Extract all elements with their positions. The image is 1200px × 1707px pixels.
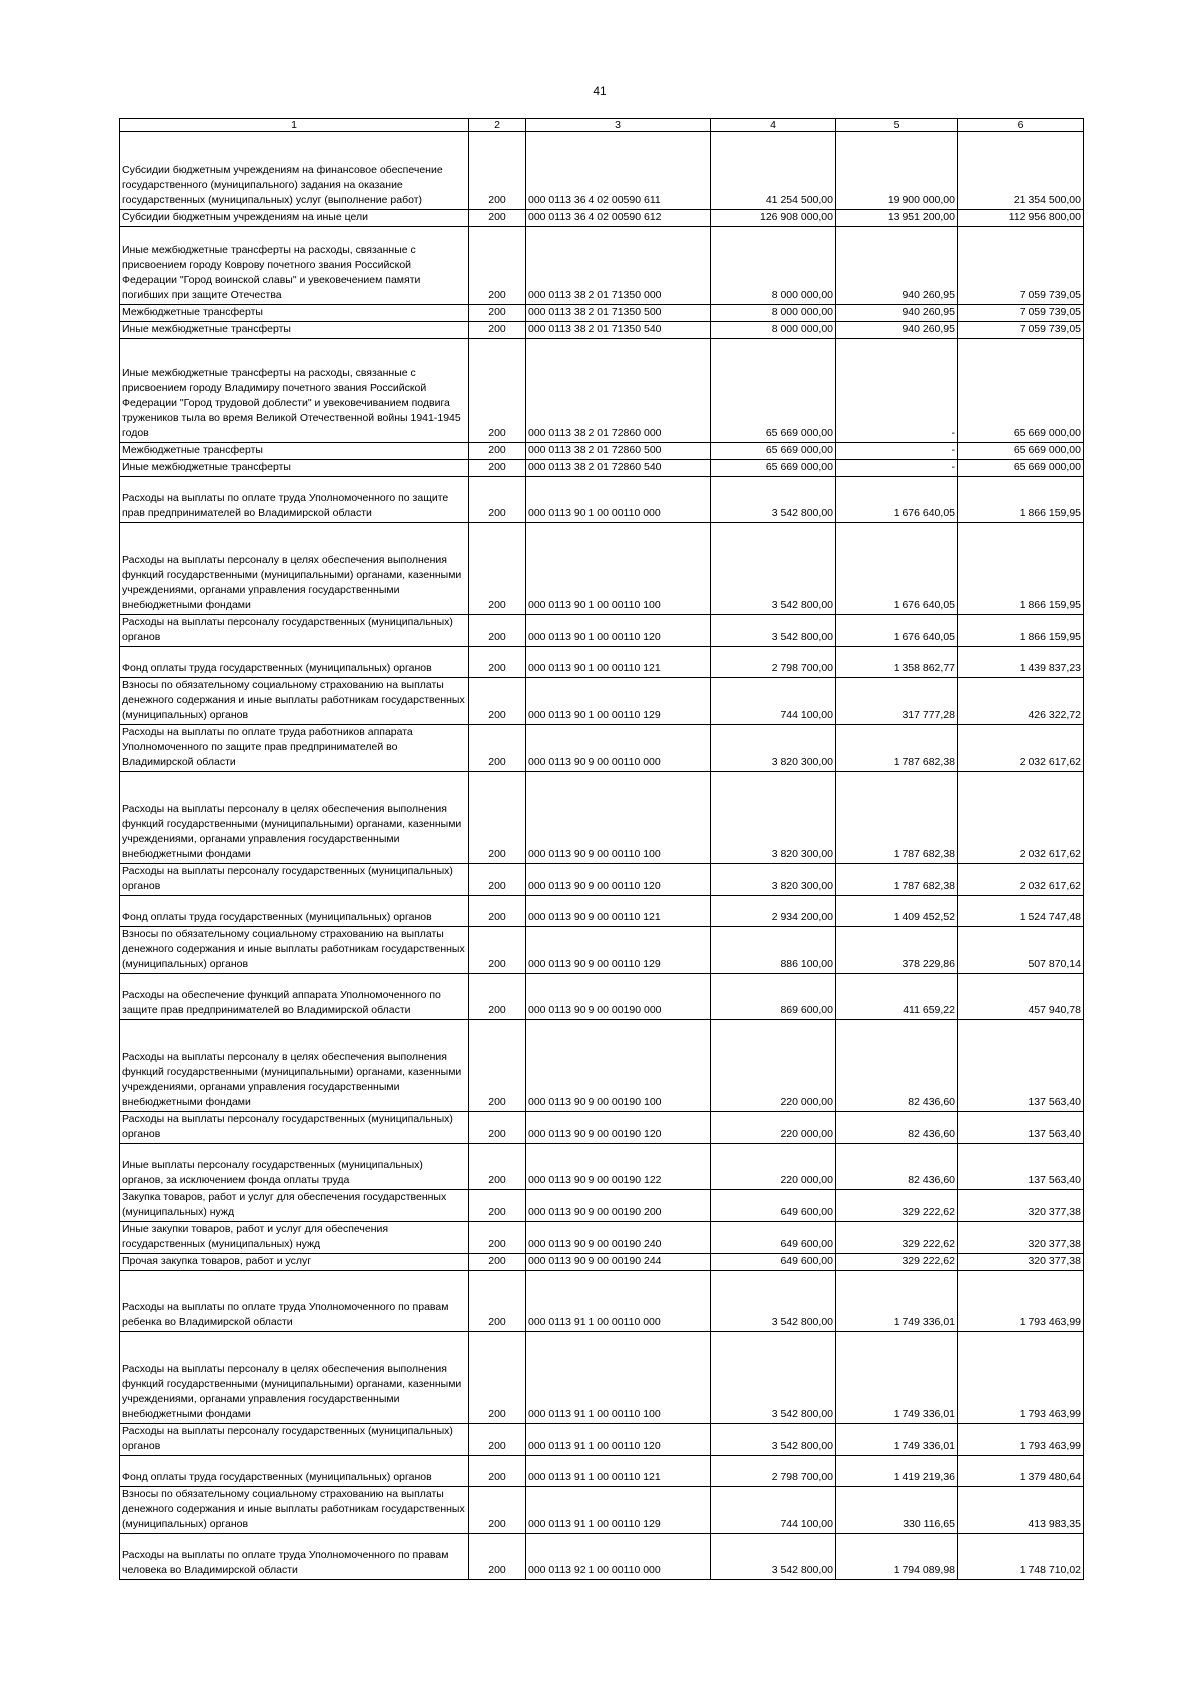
row-col6-value: 7 059 739,05 [958, 305, 1084, 322]
row-name: Фонд оплаты труда государственных (муниципальных) органов [120, 896, 469, 927]
row-col4-value: 744 100,00 [711, 678, 836, 725]
page-number: 41 [593, 84, 607, 98]
row-col5-value: 1 787 682,38 [836, 772, 958, 864]
row-admin-code: 200 [469, 927, 526, 974]
row-col6-value: 320 377,38 [958, 1222, 1084, 1254]
row-col5-value: 1 787 682,38 [836, 725, 958, 772]
row-name: Расходы на выплаты по оплате труда Уполномоченного по правам человека во Владимирской области [120, 1534, 469, 1580]
row-budget-code: 000 0113 91 1 00 00110 000 [526, 1271, 711, 1332]
row-admin-code: 200 [469, 1271, 526, 1332]
row-budget-code: 000 0113 90 9 00 00190 122 [526, 1144, 711, 1190]
row-col5-value: 940 260,95 [836, 305, 958, 322]
row-admin-code: 200 [469, 132, 526, 210]
row-col4-value: 649 600,00 [711, 1190, 836, 1222]
row-admin-code: 200 [469, 210, 526, 227]
row-budget-code: 000 0113 90 9 00 00190 120 [526, 1112, 711, 1144]
row-col6-value: 7 059 739,05 [958, 227, 1084, 305]
header-col-3: 3 [526, 119, 711, 132]
header-col-4: 4 [711, 119, 836, 132]
budget-table [119, 118, 1084, 1580]
row-admin-code: 200 [469, 1424, 526, 1456]
row-col6-value: 112 956 800,00 [958, 210, 1084, 227]
row-budget-code: 000 0113 90 1 00 00110 129 [526, 678, 711, 725]
row-budget-code: 000 0113 90 1 00 00110 100 [526, 523, 711, 615]
row-name: Расходы на выплаты по оплате труда Уполномоченного по защите прав предпринимателей во Владимирской области [120, 477, 469, 523]
row-col6-value: 137 563,40 [958, 1144, 1084, 1190]
row-name: Прочая закупка товаров, работ и услуг [120, 1254, 469, 1271]
row-col4-value: 886 100,00 [711, 927, 836, 974]
row-col4-value: 3 820 300,00 [711, 725, 836, 772]
row-col5-value: 1 749 336,01 [836, 1424, 958, 1456]
row-col6-value: 7 059 739,05 [958, 322, 1084, 339]
row-name: Иные межбюджетные трансферты на расходы, связанные с присвоением городу Владимиру почетного звания Российской Федерации "Город трудовой доблести" и увековечиванием подвига тружеников тыла во время Великой Отечественной войны 1941-1945 годов [120, 339, 469, 443]
row-budget-code: 000 0113 90 9 00 00110 120 [526, 864, 711, 896]
row-col5-value: 329 222,62 [836, 1254, 958, 1271]
row-col6-value: 1 793 463,99 [958, 1332, 1084, 1424]
row-col4-value: 3 542 800,00 [711, 1534, 836, 1580]
row-col5-value: 82 436,60 [836, 1112, 958, 1144]
header-col-2: 2 [469, 119, 526, 132]
row-budget-code: 000 0113 90 9 00 00190 240 [526, 1222, 711, 1254]
row-col5-value: 1 419 219,36 [836, 1456, 958, 1487]
row-col4-value: 3 542 800,00 [711, 1332, 836, 1424]
row-col4-value: 3 820 300,00 [711, 772, 836, 864]
row-col6-value: 65 669 000,00 [958, 339, 1084, 443]
row-name: Взносы по обязательному социальному страхованию на выплаты денежного содержания и иные выплаты работникам государственных (муниципальных) органов [120, 1487, 469, 1534]
row-col6-value: 413 983,35 [958, 1487, 1084, 1534]
row-admin-code: 200 [469, 1254, 526, 1271]
row-budget-code: 000 0113 90 9 00 00190 244 [526, 1254, 711, 1271]
row-col5-value: 1 787 682,38 [836, 864, 958, 896]
row-col5-value: 1 358 862,77 [836, 647, 958, 678]
row-col4-value: 3 820 300,00 [711, 864, 836, 896]
row-col5-value: 378 229,86 [836, 927, 958, 974]
row-name: Иные закупки товаров, работ и услуг для обеспечения государственных (муниципальных) нужд [120, 1222, 469, 1254]
header-col-6: 6 [958, 119, 1084, 132]
table-row [120, 1456, 1084, 1487]
row-budget-code: 000 0113 92 1 00 00110 000 [526, 1534, 711, 1580]
row-col4-value: 2 934 200,00 [711, 896, 836, 927]
row-admin-code: 200 [469, 1190, 526, 1222]
table-row [120, 1222, 1084, 1254]
row-admin-code: 200 [469, 460, 526, 477]
table-row [120, 1424, 1084, 1456]
row-col4-value: 65 669 000,00 [711, 443, 836, 460]
row-name: Закупка товаров, работ и услуг для обеспечения государственных (муниципальных) нужд [120, 1190, 469, 1222]
table-row [120, 864, 1084, 896]
row-name: Иные межбюджетные трансферты [120, 322, 469, 339]
row-col6-value: 507 870,14 [958, 927, 1084, 974]
row-name: Фонд оплаты труда государственных (муниципальных) органов [120, 647, 469, 678]
row-col5-value: 411 659,22 [836, 974, 958, 1020]
row-name: Расходы на выплаты персоналу государственных (муниципальных) органов [120, 1424, 469, 1456]
table-row [120, 647, 1084, 678]
row-admin-code: 200 [469, 322, 526, 339]
row-admin-code: 200 [469, 1456, 526, 1487]
row-admin-code: 200 [469, 477, 526, 523]
row-col4-value: 649 600,00 [711, 1254, 836, 1271]
row-admin-code: 200 [469, 896, 526, 927]
row-budget-code: 000 0113 36 4 02 00590 611 [526, 132, 711, 210]
row-col6-value: 21 354 500,00 [958, 132, 1084, 210]
row-admin-code: 200 [469, 339, 526, 443]
row-budget-code: 000 0113 90 1 00 00110 000 [526, 477, 711, 523]
row-col5-value: 940 260,95 [836, 322, 958, 339]
table-row [120, 772, 1084, 864]
row-admin-code: 200 [469, 1222, 526, 1254]
table-row [120, 210, 1084, 227]
row-budget-code: 000 0113 38 2 01 71350 500 [526, 305, 711, 322]
table-row [120, 523, 1084, 615]
row-col6-value: 320 377,38 [958, 1190, 1084, 1222]
row-col4-value: 3 542 800,00 [711, 615, 836, 647]
row-col4-value: 65 669 000,00 [711, 339, 836, 443]
row-name: Фонд оплаты труда государственных (муниципальных) органов [120, 1456, 469, 1487]
row-name: Расходы на выплаты персоналу в целях обеспечения выполнения функций государственными (муниципальными) органами, казенными учреждениями, органами управления государственными внебюджетными фондами [120, 1020, 469, 1112]
table-row [120, 1332, 1084, 1424]
row-col4-value: 3 542 800,00 [711, 523, 836, 615]
row-col5-value: 1 749 336,01 [836, 1271, 958, 1332]
row-col4-value: 220 000,00 [711, 1112, 836, 1144]
row-admin-code: 200 [469, 864, 526, 896]
row-col4-value: 2 798 700,00 [711, 1456, 836, 1487]
row-budget-code: 000 0113 90 9 00 00190 100 [526, 1020, 711, 1112]
row-name: Межбюджетные трансферты [120, 443, 469, 460]
table-row [120, 227, 1084, 305]
row-col5-value: 330 116,65 [836, 1487, 958, 1534]
row-admin-code: 200 [469, 974, 526, 1020]
row-admin-code: 200 [469, 227, 526, 305]
row-col6-value: 1 866 159,95 [958, 615, 1084, 647]
row-admin-code: 200 [469, 772, 526, 864]
row-col6-value: 1 379 480,64 [958, 1456, 1084, 1487]
table-row [120, 477, 1084, 523]
table-row [120, 1534, 1084, 1580]
row-col5-value: 13 951 200,00 [836, 210, 958, 227]
row-col4-value: 8 000 000,00 [711, 227, 836, 305]
row-admin-code: 200 [469, 523, 526, 615]
row-col6-value: 1 439 837,23 [958, 647, 1084, 678]
table-row [120, 132, 1084, 210]
row-col6-value: 1 866 159,95 [958, 523, 1084, 615]
row-col4-value: 126 908 000,00 [711, 210, 836, 227]
table-row [120, 1271, 1084, 1332]
row-col6-value: 426 322,72 [958, 678, 1084, 725]
row-col5-value: - [836, 339, 958, 443]
row-col4-value: 8 000 000,00 [711, 322, 836, 339]
row-col5-value: 82 436,60 [836, 1144, 958, 1190]
row-name: Иные межбюджетные трансферты на расходы, связанные с присвоением городу Коврову почетного звания Российской Федерации "Город воинской славы" и увековечением памяти погибших при защите Отечества [120, 227, 469, 305]
row-col5-value: 19 900 000,00 [836, 132, 958, 210]
row-col5-value: 329 222,62 [836, 1222, 958, 1254]
row-col6-value: 137 563,40 [958, 1112, 1084, 1144]
row-name: Расходы на выплаты по оплате труда работников аппарата Уполномоченного по защите прав предпринимателей во Владимирской области [120, 725, 469, 772]
row-name: Взносы по обязательному социальному страхованию на выплаты денежного содержания и иные выплаты работникам государственных (муниципальных) органов [120, 678, 469, 725]
row-col6-value: 2 032 617,62 [958, 864, 1084, 896]
row-budget-code: 000 0113 38 2 01 71350 000 [526, 227, 711, 305]
header-col-5: 5 [836, 119, 958, 132]
row-name: Субсидии бюджетным учреждениям на финансовое обеспечение государственного (муниципального) задания на оказание государственных (муниципальных) услуг (выполнение работ) [120, 132, 469, 210]
row-col4-value: 869 600,00 [711, 974, 836, 1020]
table-row [120, 460, 1084, 477]
row-admin-code: 200 [469, 678, 526, 725]
row-col6-value: 2 032 617,62 [958, 772, 1084, 864]
row-col4-value: 65 669 000,00 [711, 460, 836, 477]
row-col4-value: 220 000,00 [711, 1020, 836, 1112]
row-col4-value: 2 798 700,00 [711, 647, 836, 678]
row-col5-value: 1 676 640,05 [836, 523, 958, 615]
row-col6-value: 457 940,78 [958, 974, 1084, 1020]
table-row [120, 896, 1084, 927]
row-budget-code: 000 0113 91 1 00 00110 100 [526, 1332, 711, 1424]
row-admin-code: 200 [469, 443, 526, 460]
row-budget-code: 000 0113 90 1 00 00110 121 [526, 647, 711, 678]
table-row [120, 1020, 1084, 1112]
row-budget-code: 000 0113 90 9 00 00190 200 [526, 1190, 711, 1222]
row-name: Расходы на выплаты персоналу государственных (муниципальных) органов [120, 864, 469, 896]
row-col6-value: 320 377,38 [958, 1254, 1084, 1271]
row-col6-value: 65 669 000,00 [958, 443, 1084, 460]
row-budget-code: 000 0113 90 9 00 00110 121 [526, 896, 711, 927]
row-budget-code: 000 0113 90 9 00 00110 000 [526, 725, 711, 772]
row-col5-value: 1 676 640,05 [836, 477, 958, 523]
table-row [120, 305, 1084, 322]
row-budget-code: 000 0113 91 1 00 00110 121 [526, 1456, 711, 1487]
row-admin-code: 200 [469, 1020, 526, 1112]
table-header-row [120, 119, 1084, 132]
row-budget-code: 000 0113 90 9 00 00190 000 [526, 974, 711, 1020]
row-budget-code: 000 0113 90 9 00 00110 129 [526, 927, 711, 974]
row-budget-code: 000 0113 38 2 01 72860 540 [526, 460, 711, 477]
row-col5-value: 940 260,95 [836, 227, 958, 305]
row-name: Расходы на выплаты по оплате труда Уполномоченного по правам ребенка во Владимирской области [120, 1271, 469, 1332]
row-col5-value: 329 222,62 [836, 1190, 958, 1222]
table-body [120, 119, 1084, 1580]
row-col5-value: 82 436,60 [836, 1020, 958, 1112]
row-admin-code: 200 [469, 1332, 526, 1424]
row-col4-value: 8 000 000,00 [711, 305, 836, 322]
row-name: Взносы по обязательному социальному страхованию на выплаты денежного содержания и иные выплаты работникам государственных (муниципальных) органов [120, 927, 469, 974]
row-col6-value: 2 032 617,62 [958, 725, 1084, 772]
table-row [120, 443, 1084, 460]
row-name: Расходы на выплаты персоналу в целях обеспечения выполнения функций государственными (муниципальными) органами, казенными учреждениями, органами управления государственными внебюджетными фондами [120, 772, 469, 864]
row-budget-code: 000 0113 36 4 02 00590 612 [526, 210, 711, 227]
row-name: Расходы на выплаты персоналу в целях обеспечения выполнения функций государственными (муниципальными) органами, казенными учреждениями, органами управления государственными внебюджетными фондами [120, 523, 469, 615]
row-name: Иные выплаты персоналу государственных (муниципальных) органов, за исключением фонда оплаты труда [120, 1144, 469, 1190]
row-budget-code: 000 0113 38 2 01 72860 000 [526, 339, 711, 443]
row-col5-value: 1 409 452,52 [836, 896, 958, 927]
table-row [120, 1254, 1084, 1271]
row-col4-value: 744 100,00 [711, 1487, 836, 1534]
table-row [120, 725, 1084, 772]
row-admin-code: 200 [469, 615, 526, 647]
row-col6-value: 1 793 463,99 [958, 1424, 1084, 1456]
row-name: Расходы на выплаты персоналу в целях обеспечения выполнения функций государственными (муниципальными) органами, казенными учреждениями, органами управления государственными внебюджетными фондами [120, 1332, 469, 1424]
table-row [120, 678, 1084, 725]
table-row [120, 322, 1084, 339]
table-row [120, 615, 1084, 647]
row-col6-value: 1 748 710,02 [958, 1534, 1084, 1580]
table-row [120, 927, 1084, 974]
table-row [120, 1487, 1084, 1534]
header-col-1: 1 [120, 119, 469, 132]
row-budget-code: 000 0113 90 1 00 00110 120 [526, 615, 711, 647]
row-col6-value: 1 524 747,48 [958, 896, 1084, 927]
row-col4-value: 3 542 800,00 [711, 477, 836, 523]
row-name: Субсидии бюджетным учреждениям на иные цели [120, 210, 469, 227]
row-col6-value: 1 793 463,99 [958, 1271, 1084, 1332]
table-row [120, 1112, 1084, 1144]
row-budget-code: 000 0113 38 2 01 71350 540 [526, 322, 711, 339]
row-admin-code: 200 [469, 1487, 526, 1534]
row-col5-value: 1 676 640,05 [836, 615, 958, 647]
row-admin-code: 200 [469, 1534, 526, 1580]
row-col4-value: 3 542 800,00 [711, 1271, 836, 1332]
row-col5-value: - [836, 460, 958, 477]
row-col5-value: 317 777,28 [836, 678, 958, 725]
table-row [120, 1190, 1084, 1222]
row-admin-code: 200 [469, 1144, 526, 1190]
row-col5-value: 1 794 089,98 [836, 1534, 958, 1580]
row-name: Расходы на обеспечение функций аппарата Уполномоченного по защите прав предпринимателей во Владимирской области [120, 974, 469, 1020]
row-col4-value: 649 600,00 [711, 1222, 836, 1254]
row-admin-code: 200 [469, 647, 526, 678]
table-row [120, 1144, 1084, 1190]
row-name: Иные межбюджетные трансферты [120, 460, 469, 477]
table-row [120, 339, 1084, 443]
row-col4-value: 3 542 800,00 [711, 1424, 836, 1456]
table-row [120, 974, 1084, 1020]
row-admin-code: 200 [469, 725, 526, 772]
row-budget-code: 000 0113 90 9 00 00110 100 [526, 772, 711, 864]
row-name: Межбюджетные трансферты [120, 305, 469, 322]
row-name: Расходы на выплаты персоналу государственных (муниципальных) органов [120, 1112, 469, 1144]
row-col6-value: 65 669 000,00 [958, 460, 1084, 477]
row-col5-value: 1 749 336,01 [836, 1332, 958, 1424]
row-col6-value: 1 866 159,95 [958, 477, 1084, 523]
row-budget-code: 000 0113 91 1 00 00110 129 [526, 1487, 711, 1534]
row-col6-value: 137 563,40 [958, 1020, 1084, 1112]
row-col4-value: 220 000,00 [711, 1144, 836, 1190]
row-budget-code: 000 0113 38 2 01 72860 500 [526, 443, 711, 460]
row-col4-value: 41 254 500,00 [711, 132, 836, 210]
row-admin-code: 200 [469, 305, 526, 322]
row-col5-value: - [836, 443, 958, 460]
row-admin-code: 200 [469, 1112, 526, 1144]
row-budget-code: 000 0113 91 1 00 00110 120 [526, 1424, 711, 1456]
row-name: Расходы на выплаты персоналу государственных (муниципальных) органов [120, 615, 469, 647]
